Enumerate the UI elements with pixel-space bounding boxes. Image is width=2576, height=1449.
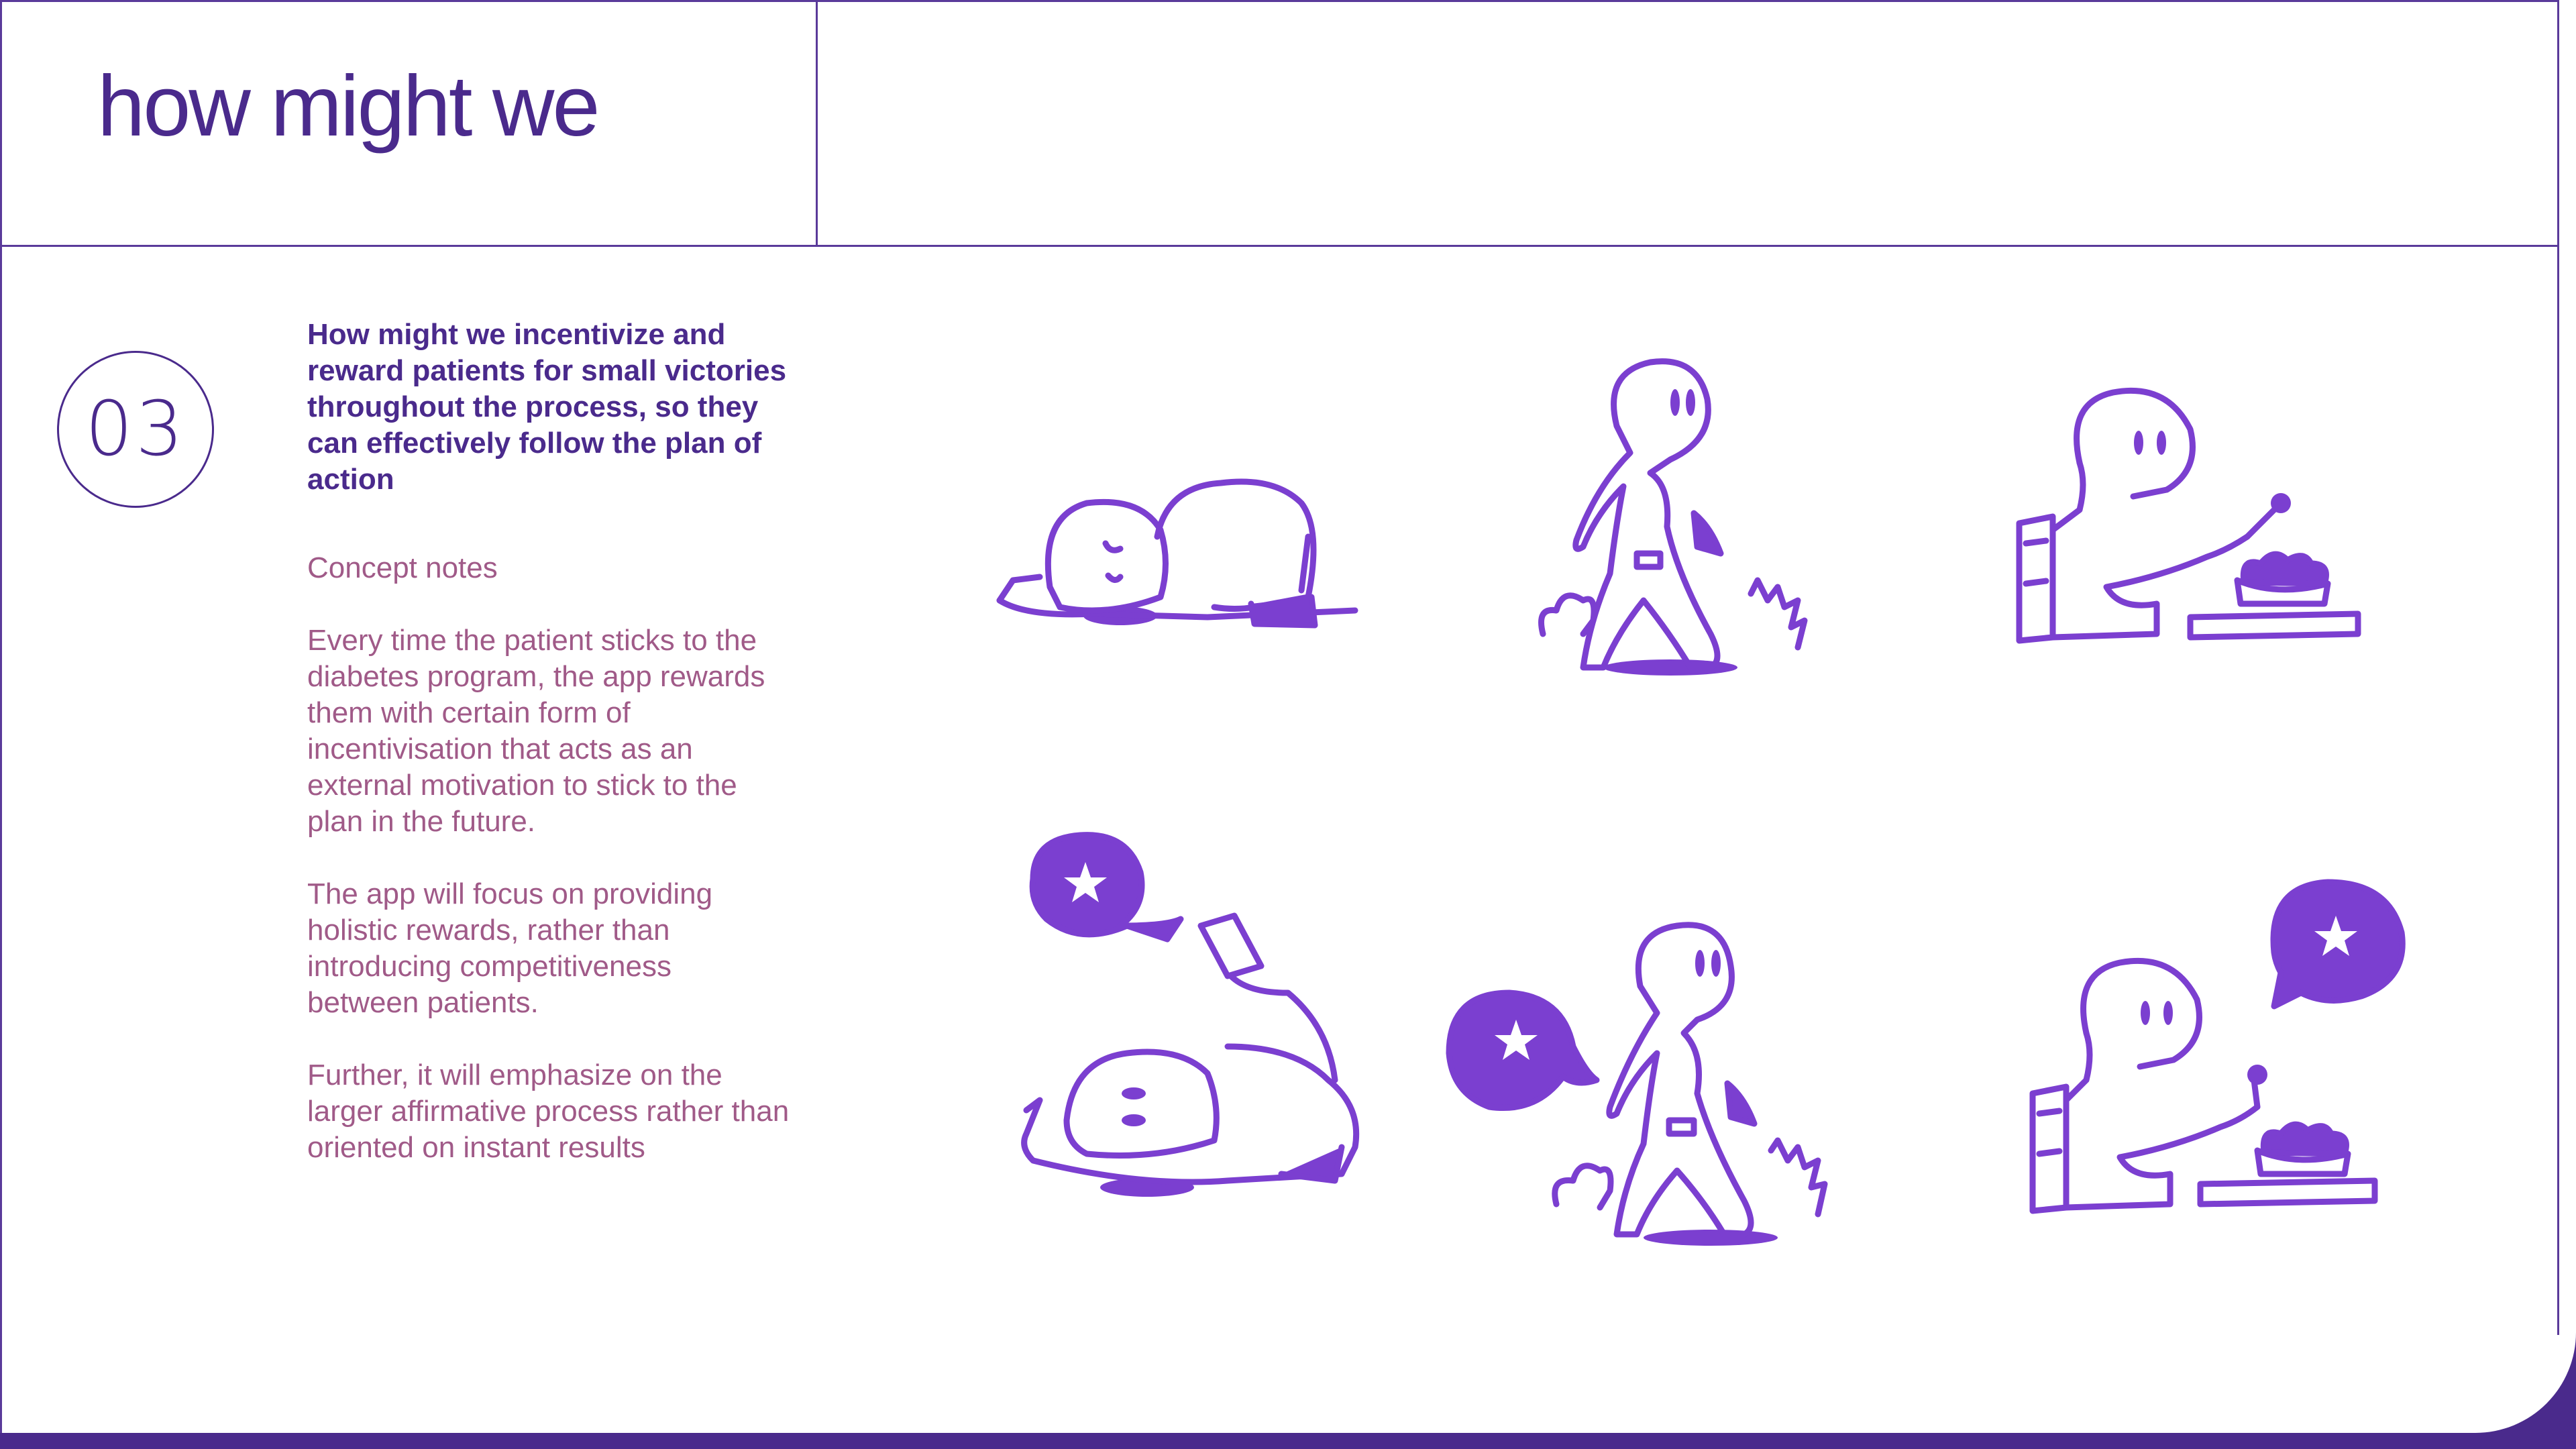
step-number-badge	[57, 351, 214, 508]
walking-figure-icon	[1536, 352, 1818, 688]
eating-figure-icon	[2006, 382, 2368, 651]
sleeping-figure-icon	[986, 456, 1389, 671]
frame-left-border	[0, 0, 2, 1433]
hmw-question: How might we incentivize and reward patients for small victories throughout the process, so they can effectively follow the plan of action	[307, 318, 787, 496]
notes-heading: Concept notes	[307, 551, 498, 584]
concept-notes	[307, 550, 790, 1202]
header-divider-horizontal	[0, 245, 2559, 247]
phone-reward-figure-icon	[1006, 825, 1382, 1228]
walking-reward-figure-icon	[1442, 919, 1838, 1261]
page-title: how might we	[97, 58, 598, 154]
notes-paragraph: Every time the patient sticks to the diabetes program, the app rewards them with certain form of incentivisation that acts as an external motivation to stick to the plan in the future.	[307, 624, 765, 838]
header-divider-vertical	[816, 0, 818, 246]
step-number: 03	[85, 386, 186, 473]
frame-top-border	[0, 0, 2559, 2]
frame-right-border	[2557, 0, 2559, 1335]
notes-paragraph: The app will focus on providing holistic rewards, rather than introducing competitiveness between patients.	[307, 877, 713, 1019]
notes-paragraph: Further, it will emphasize on the larger affirmative process rather than oriented on instant results	[307, 1059, 790, 1164]
eating-reward-figure-icon	[2026, 872, 2415, 1234]
